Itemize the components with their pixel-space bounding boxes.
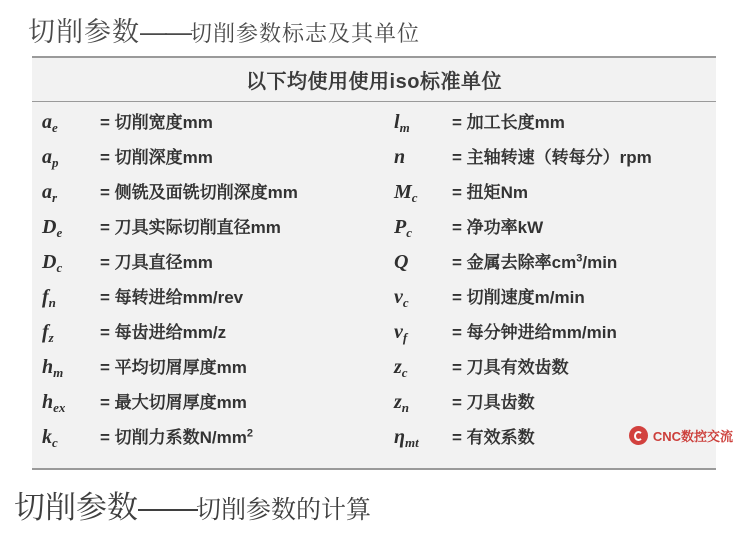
symbol-subscript: c bbox=[401, 365, 408, 380]
symbol-base: a bbox=[42, 146, 52, 168]
symbol-cell bbox=[42, 216, 100, 239]
symbol-cell bbox=[394, 251, 452, 274]
description-text: = 切削力系数N/mm bbox=[100, 428, 247, 447]
table-row bbox=[394, 213, 716, 248]
symbol-cell bbox=[42, 321, 100, 344]
table-row bbox=[42, 388, 374, 423]
symbol-cell bbox=[42, 146, 100, 169]
description-cell: = 每分钟进给mm/min bbox=[452, 323, 617, 342]
symbol-subscript: f bbox=[402, 330, 408, 345]
symbol-base: z bbox=[394, 356, 402, 378]
symbol-cell bbox=[42, 251, 100, 274]
table-row bbox=[394, 388, 716, 423]
symbol-base: Q bbox=[394, 251, 409, 273]
symbol-cell bbox=[394, 216, 452, 239]
symbol-subscript: c bbox=[402, 295, 409, 310]
symbol-base: z bbox=[394, 391, 402, 413]
cnc-logo-icon bbox=[629, 426, 648, 445]
symbol-cell bbox=[394, 181, 452, 204]
symbol-subscript: e bbox=[52, 120, 58, 135]
description-cell: = 每齿进给mm/z bbox=[100, 323, 227, 342]
table-row bbox=[42, 353, 374, 388]
page-title-top-lead: 切削参数 bbox=[28, 17, 140, 47]
description-cell: = 有效系数 bbox=[452, 428, 535, 447]
symbol-base: l bbox=[394, 111, 400, 133]
symbol-subscript: mt bbox=[404, 435, 419, 450]
symbol-cell bbox=[42, 111, 100, 134]
symbol-subscript: z bbox=[48, 330, 54, 345]
page-title-bottom-dash: —— bbox=[138, 490, 196, 525]
symbol-base: a bbox=[42, 111, 52, 133]
symbol-cell bbox=[394, 391, 452, 414]
symbol-subscript: c bbox=[411, 190, 418, 205]
table-row bbox=[394, 248, 716, 283]
symbol-base: D bbox=[42, 251, 57, 273]
symbol-subscript: c bbox=[56, 260, 63, 275]
page-title-bottom bbox=[14, 482, 371, 527]
symbol-subscript: p bbox=[52, 155, 59, 170]
symbol-subscript: n bbox=[401, 400, 410, 415]
symbol-cell bbox=[42, 391, 100, 414]
symbol-base: f bbox=[42, 286, 49, 308]
table-row bbox=[394, 108, 716, 143]
symbol-subscript: c bbox=[52, 435, 58, 450]
symbol-subscript: m bbox=[399, 120, 410, 135]
watermark-badge bbox=[629, 426, 733, 445]
table-row bbox=[42, 423, 374, 458]
description-cell: = 最大切屑厚度mm bbox=[100, 393, 247, 412]
table-row bbox=[42, 248, 374, 283]
symbol-cell bbox=[42, 426, 100, 449]
symbol-cell bbox=[394, 111, 452, 134]
description-cell: = 加工长度mm bbox=[452, 113, 565, 132]
symbol-base: P bbox=[394, 216, 407, 238]
description-cell: = 刀具齿数 bbox=[452, 393, 535, 412]
symbol-subscript: m bbox=[53, 365, 64, 380]
description-cell: = 刀具直径mm bbox=[100, 253, 213, 272]
symbol-base: h bbox=[42, 356, 54, 378]
symbol-cell bbox=[394, 146, 452, 169]
description-cell bbox=[100, 423, 253, 448]
table-row bbox=[42, 178, 374, 213]
table-row bbox=[42, 108, 374, 143]
symbol-cell bbox=[394, 321, 452, 344]
description-superscript: 2 bbox=[246, 427, 254, 440]
page-title-bottom-rest: 切削参数的计算 bbox=[196, 496, 372, 524]
description-cell: = 切削速度m/min bbox=[452, 288, 585, 307]
page-title-top bbox=[28, 10, 420, 49]
table-title: 以下均使用使用iso标准单位 bbox=[32, 58, 716, 102]
description-cell: = 刀具有效齿数 bbox=[452, 358, 569, 377]
description-tail: /min bbox=[582, 253, 618, 272]
table-row bbox=[394, 283, 716, 318]
description-cell: = 侧铣及面铣切削深度mm bbox=[100, 183, 298, 202]
description-cell: = 切削宽度mm bbox=[100, 113, 213, 132]
description-cell: = 平均切屑厚度mm bbox=[100, 358, 247, 377]
table-column-right bbox=[374, 108, 716, 458]
symbol-cell bbox=[394, 286, 452, 309]
table-row bbox=[42, 283, 374, 318]
page-title-top-rest: 切削参数标志及其单位 bbox=[190, 21, 421, 46]
description-cell bbox=[452, 248, 617, 273]
symbol-subscript: n bbox=[48, 295, 56, 310]
symbol-base: k bbox=[42, 426, 52, 448]
watermark-label: CNC数控交流 bbox=[652, 429, 733, 444]
symbol-base: n bbox=[394, 146, 406, 168]
table-row bbox=[42, 318, 374, 353]
symbol-subscript: e bbox=[56, 225, 63, 240]
description-text: = 金属去除率cm bbox=[452, 253, 577, 272]
symbol-cell bbox=[394, 356, 452, 379]
table-row bbox=[42, 143, 374, 178]
description-cell: = 切削深度mm bbox=[100, 148, 213, 167]
table-row bbox=[42, 213, 374, 248]
symbol-base: a bbox=[42, 181, 52, 203]
description-cell: = 净功率kW bbox=[452, 218, 544, 237]
symbol-subscript: ex bbox=[53, 400, 66, 415]
page-title-bottom-lead: 切削参数 bbox=[14, 490, 138, 525]
table-row bbox=[394, 178, 716, 213]
table-row bbox=[394, 353, 716, 388]
symbol-subscript: r bbox=[52, 190, 58, 205]
table-row bbox=[394, 143, 716, 178]
symbol-subscript: c bbox=[406, 225, 412, 240]
symbol-base: η bbox=[394, 426, 405, 448]
symbol-base: h bbox=[42, 391, 54, 413]
description-cell: = 主轴转速（转每分）rpm bbox=[452, 148, 652, 167]
symbol-cell bbox=[42, 356, 100, 379]
symbol-base: f bbox=[42, 321, 49, 343]
table-columns bbox=[32, 102, 716, 458]
table-row bbox=[394, 318, 716, 353]
symbol-cell bbox=[394, 426, 452, 449]
description-cell: = 刀具实际切削直径mm bbox=[100, 218, 281, 237]
symbol-base: D bbox=[42, 216, 57, 238]
symbol-base: v bbox=[394, 321, 403, 343]
symbol-cell bbox=[42, 181, 100, 204]
symbol-base: v bbox=[394, 286, 403, 308]
description-cell: = 每转进给mm/rev bbox=[100, 288, 244, 307]
description-superscript: 3 bbox=[576, 252, 583, 265]
description-cell: = 扭矩Nm bbox=[452, 183, 529, 202]
parameter-table bbox=[32, 56, 716, 470]
symbol-base: M bbox=[394, 181, 412, 203]
symbol-cell bbox=[42, 286, 100, 309]
table-column-left bbox=[32, 108, 374, 458]
page-title-top-dash: —— bbox=[140, 17, 190, 47]
